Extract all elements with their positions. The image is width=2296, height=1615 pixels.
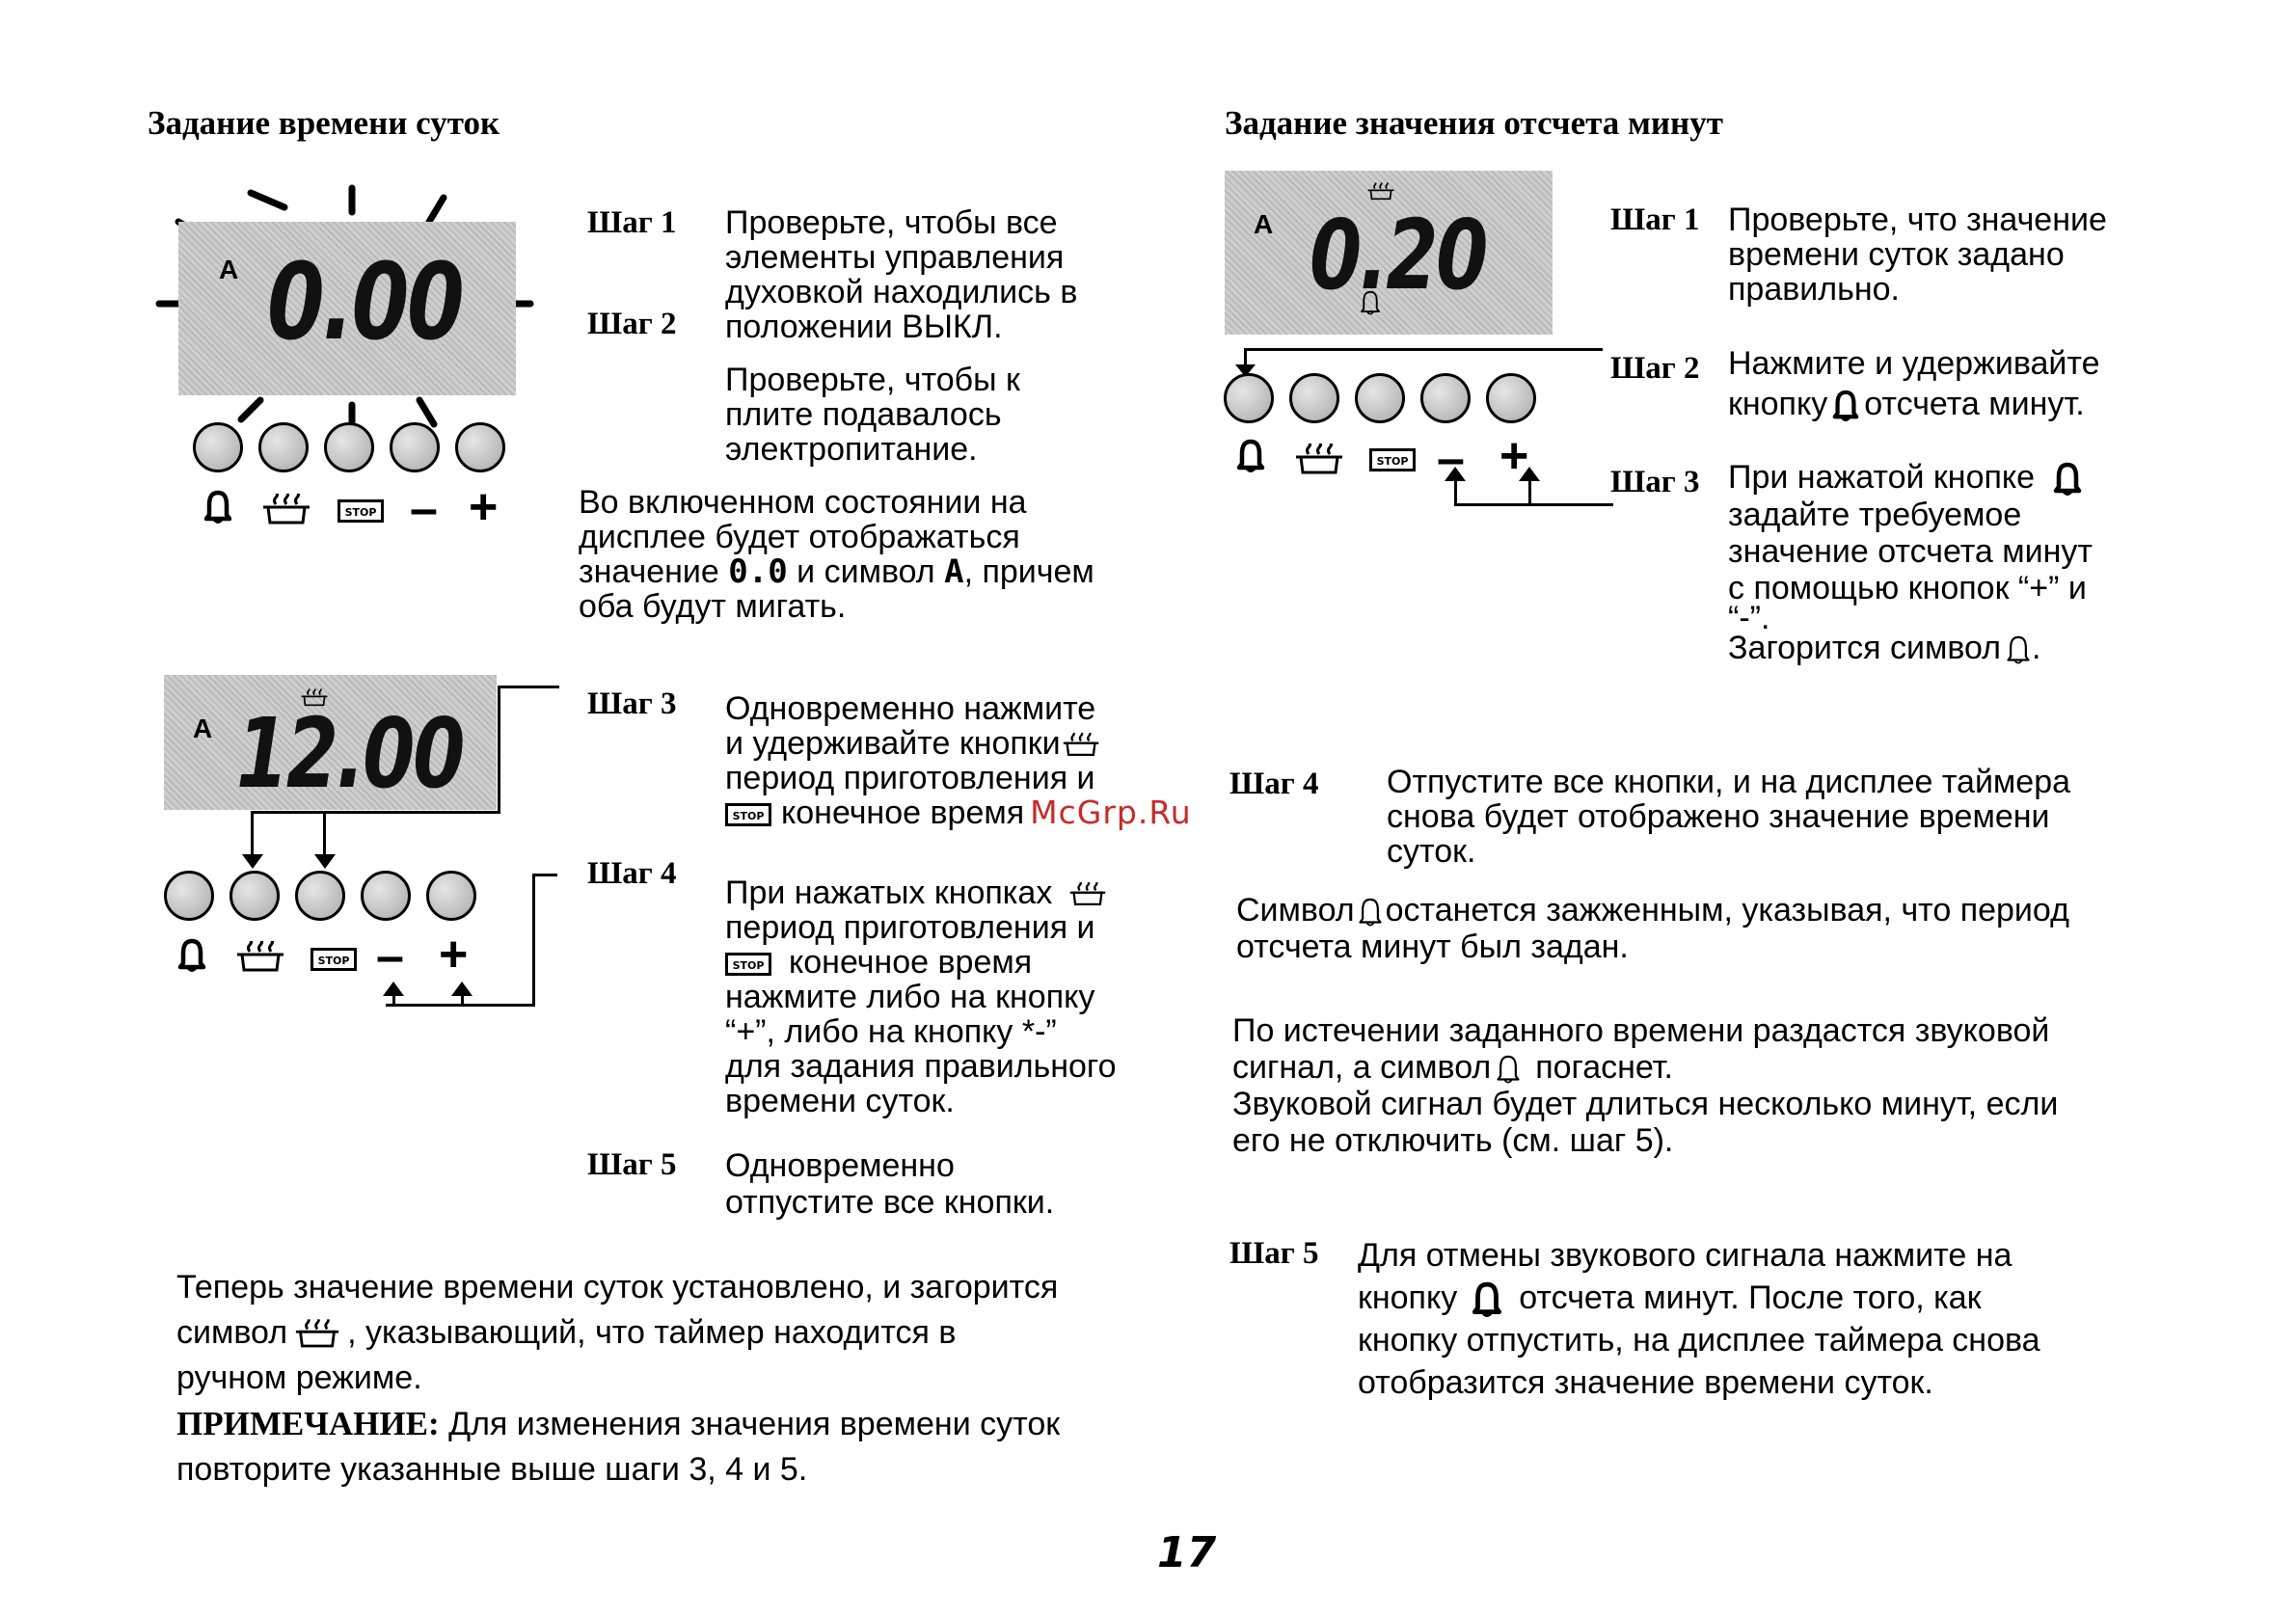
step1-text: Проверьте, чтобы все элементы управления духовкой находились в положении ВЫКЛ. [725, 204, 1078, 345]
stop-icon [1369, 448, 1416, 471]
knob-plus[interactable] [426, 871, 476, 921]
cooking-pot-icon [1069, 882, 1106, 907]
knob-end-time[interactable] [1355, 373, 1405, 423]
auto-mode-indicator: A [193, 713, 213, 743]
cooking-pot-icon [1063, 733, 1099, 758]
bottom-paragraph: Теперь значение времени суток установлено, и загорится символ , указывающий, что таймер находится в ручном режиме. ПРИМЕЧАНИЕ: Для изменения значения времени суток повторите указанные выше шаги 3, 4 и 5. [176, 1269, 1061, 1488]
bell-icon [1235, 439, 1266, 473]
plus-sign: + [1499, 428, 1529, 484]
step1-label: Шаг 1 [587, 205, 677, 240]
clock-display-1 [178, 222, 516, 395]
cooking-pot-icon [1295, 444, 1343, 476]
auto-mode-indicator: A [1254, 209, 1274, 239]
step5-text: Одновременно отпустите все кнопки. [725, 1147, 1055, 1221]
knob-cook-time[interactable] [230, 871, 280, 921]
step2-label: Шаг 2 [587, 307, 677, 341]
knob-minus[interactable] [1420, 373, 1471, 423]
knob-end-time[interactable] [295, 871, 345, 921]
knob-minute-minder[interactable] [193, 422, 243, 472]
knob-minute-minder[interactable] [164, 871, 214, 921]
knob-plus[interactable] [1486, 373, 1536, 423]
bell-icon [1831, 390, 1860, 422]
right-step5-label: Шаг 5 [1229, 1236, 1319, 1271]
right-step2-label: Шаг 2 [1610, 351, 1700, 386]
bell-icon [2052, 462, 2083, 497]
minus-sign: – [376, 929, 404, 984]
page-number: 17 [1157, 1528, 1217, 1577]
step3-label: Шаг 3 [587, 686, 677, 721]
auto-mode-indicator: A [219, 255, 239, 284]
step3-text: Одновременно нажмите и удерживайте кнопки период приготовления и конечное время McGrp.Ru [725, 690, 1192, 831]
stop-icon [338, 499, 384, 523]
display-value: 12.00 [236, 697, 464, 810]
cooking-pot-icon [236, 941, 284, 974]
stop-icon [725, 953, 771, 976]
alarm-info-text: По истечении заданного времени раздастся звуковой сигнал, а символ погаснет. Звуковой сигнал будет длиться несколько минут, если его не отключить (см. шаг 5). [1232, 1012, 2059, 1159]
plus-sign: + [469, 479, 499, 535]
minus-sign: – [1437, 431, 1465, 487]
watermark: McGrp.Ru [1030, 794, 1192, 831]
right-step3-label: Шаг 3 [1610, 465, 1700, 499]
bell-outline-icon [1357, 897, 1384, 928]
step4-text: При нажатых кнопках период приготовления и конечное время нажмите либо на кнопку “+”, либо на кнопку *-” для задания правильного времени суток. [725, 875, 1117, 1119]
on-state-text: Во включенном состоянии на дисплее будет отображаться значение 0.0 и символ A, причем оба будут мигать. [579, 484, 1094, 625]
right-step4-label: Шаг 4 [1229, 767, 1319, 801]
knob-cook-time[interactable] [258, 422, 309, 472]
bell-icon [1471, 1281, 1503, 1318]
knob-minute-minder[interactable] [1224, 373, 1274, 423]
bell-outline-icon [2005, 634, 2032, 665]
right-section-title: Задание значения отсчета минут [1225, 104, 1723, 142]
clock-display-2 [164, 675, 497, 810]
display-value: 0.00 [267, 240, 463, 363]
display-value: 0.20 [1310, 199, 1487, 311]
manual-mode-pot-icon [295, 1317, 339, 1352]
right-step4-text: Отпустите все кнопки, и на дисплее таймера снова будет отображено значение времени суток. [1387, 764, 2071, 870]
step5-label: Шаг 5 [587, 1147, 677, 1182]
left-section-title: Задание времени суток [148, 104, 500, 142]
symbol-stays-lit-text: Символ останется зажженным, указывая, что период отсчета минут был задан. [1236, 892, 2069, 965]
stop-icon [311, 948, 357, 971]
step2-text: Проверьте, чтобы к плите подавалось электропитание. [725, 362, 1020, 468]
right-step1-label: Шаг 1 [1610, 202, 1700, 237]
right-step1-text: Проверьте, что значение времени суток задано правильно. [1728, 202, 2107, 308]
bell-icon [176, 938, 207, 973]
knob-plus[interactable] [455, 422, 505, 472]
knob-end-time[interactable] [324, 422, 374, 472]
stop-icon [725, 803, 771, 826]
right-step2-text: Нажмите и удерживайте кнопку отсчета минут. [1728, 345, 2100, 422]
minute-minder-display [1225, 171, 1553, 335]
right-step3-text: При нажатой кнопке задайте требуемое значение отсчета минут с помощью кнопок “+” и “-”. Загорится символ . [1728, 459, 2093, 667]
bell-icon [203, 490, 233, 525]
knob-minus[interactable] [361, 871, 411, 921]
cooking-pot-icon [262, 494, 311, 526]
minus-sign: – [410, 481, 438, 537]
bell-outline-icon [1495, 1054, 1522, 1085]
plus-sign: + [439, 927, 469, 982]
knob-cook-time[interactable] [1289, 373, 1339, 423]
knob-minus[interactable] [390, 422, 440, 472]
step4-label: Шаг 4 [587, 856, 677, 891]
bell-icon [1359, 289, 1382, 316]
right-step5-text: Для отмены звукового сигнала нажмите на кнопку отсчета минут. После того, как кнопку отпустить, на дисплее таймера снова отобразится значение времени суток. [1358, 1237, 2040, 1401]
